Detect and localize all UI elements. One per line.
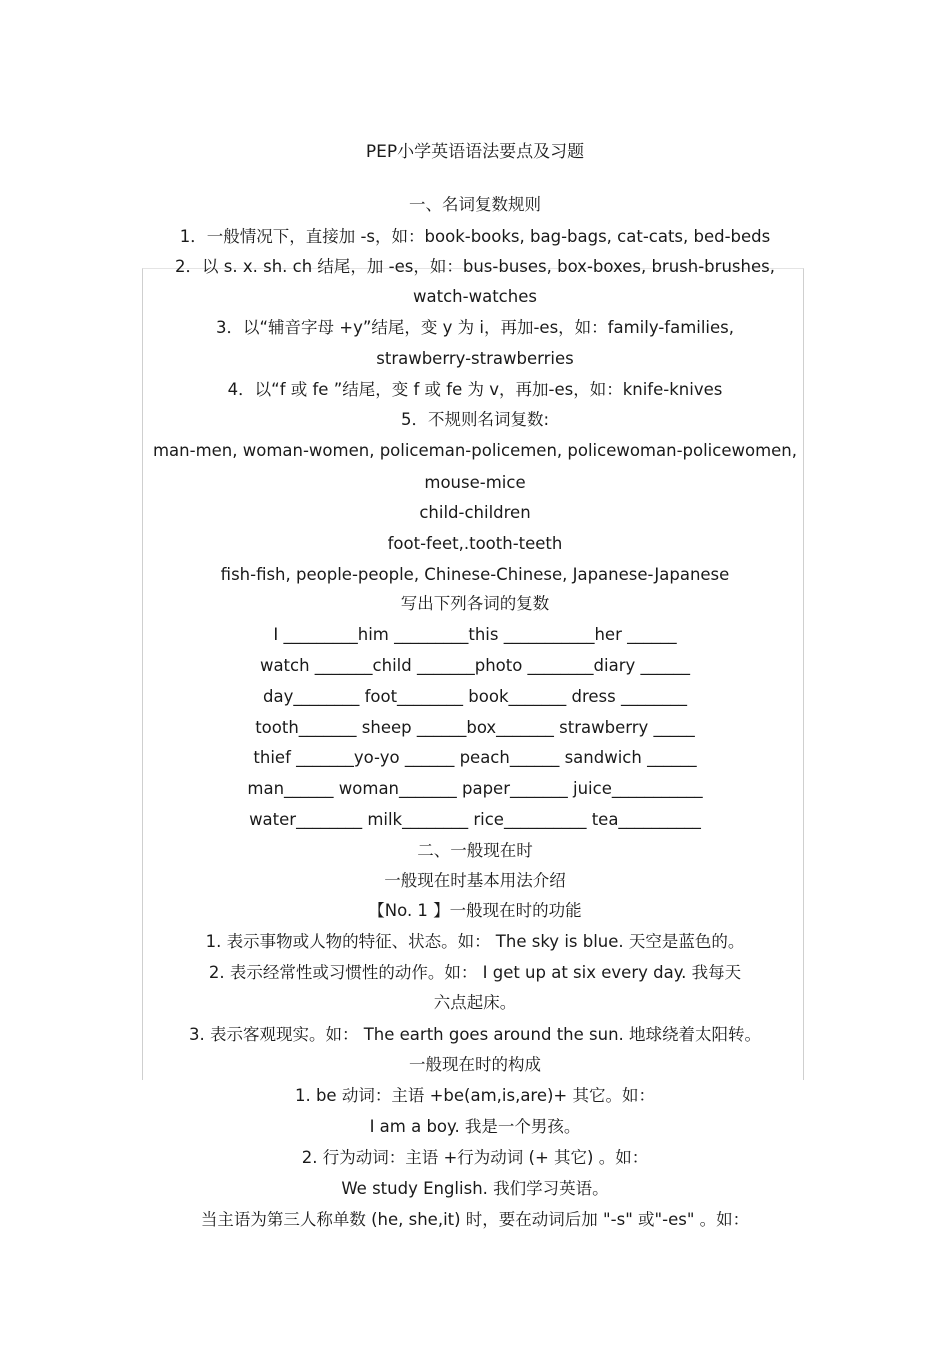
exercise-row: day________ foot________ book_______ dress ________: [262, 687, 687, 706]
function-2-cont: 六点起床。: [433, 993, 517, 1012]
plural-rule-3: 3．以“辅音字母 +y”结尾，变 y 为 i，再加-es，如：family-families,: [215, 318, 735, 337]
irregular-plurals-3: child-children: [419, 503, 531, 522]
section1-heading: 一、名词复数规则: [409, 195, 541, 214]
structure-2: 2. 行为动词：主语 +行为动词 (+ 其它) 。如：: [301, 1148, 649, 1167]
irregular-plurals-2: mouse-mice: [424, 473, 526, 492]
document-title: PEP小学英语语法要点及习题: [365, 142, 585, 162]
irregular-plurals-5: fish-fish, people-people, Chinese-Chinese, Japanese-Japanese: [220, 565, 730, 584]
irregular-plurals-1: man-men, woman-women, policeman-policemen, policewoman-policewomen,: [152, 441, 798, 460]
plural-rule-5: 5．不规则名词复数:: [400, 410, 550, 429]
exercise-row: watch _______child _______photo ________diary ______: [259, 656, 691, 675]
plural-rule-3-cont: strawberry-strawberries: [376, 349, 574, 368]
structure-heading: 一般现在时的构成: [409, 1055, 541, 1074]
function-1: 1. 表示事物或人物的特征、状态。如： The sky is blue. 天空是蓝色的。: [205, 932, 745, 951]
plural-rule-4: 4．以“f 或 fe ”结尾，变 f 或 fe 为 v，再加-es，如：knife-knives: [227, 380, 723, 399]
exercise-row: tooth_______ sheep ______box_______ strawberry _____: [255, 718, 695, 737]
section2-subheading: 一般现在时基本用法介绍: [384, 871, 566, 890]
exercise-row: man______ woman_______ paper_______ juice___________: [247, 779, 703, 798]
section2-heading: 二、一般现在时: [417, 841, 533, 860]
exercise-row: water________ milk________ rice__________ tea__________: [249, 810, 701, 829]
plural-rule-1: 1．一般情况下，直接加 -s，如：book-books, bag-bags, cat-cats, bed-beds: [179, 227, 771, 246]
function-3: 3. 表示客观现实。如： The earth goes around the sun. 地球绕着太阳转。: [188, 1025, 762, 1044]
plural-rule-2: 2．以 s. x. sh. ch 结尾，加 -es，如：bus-buses, box-boxes, brush-brushes,: [175, 257, 775, 276]
exercise-row: thief _______yo-yo ______ peach______ sandwich ______: [253, 748, 697, 767]
structure-1-example: I am a boy. 我是一个男孩。: [369, 1117, 581, 1136]
function-2: 2. 表示经常性或习惯性的动作。如： I get up at six every day. 我每天: [208, 963, 742, 982]
structure-1: 1. be 动词：主语 +be(am,is,are)+ 其它。如：: [294, 1086, 656, 1105]
exercise-row: I _________him _________this ___________her ______: [273, 625, 677, 644]
irregular-plurals-4: foot-feet,.tooth-teeth: [387, 534, 563, 553]
plural-rule-2-cont: watch-watches: [413, 287, 537, 306]
exercise-heading: 写出下列各词的复数: [400, 594, 550, 613]
structure-2-example: We study English. 我们学习英语。: [341, 1179, 609, 1198]
third-person-rule: 当主语为第三人称单数 (he, she,it) 时，要在动词后加 "-s" 或"-es" 。如：: [200, 1210, 750, 1229]
function-heading: 【No. 1 】一般现在时的功能: [368, 901, 582, 920]
